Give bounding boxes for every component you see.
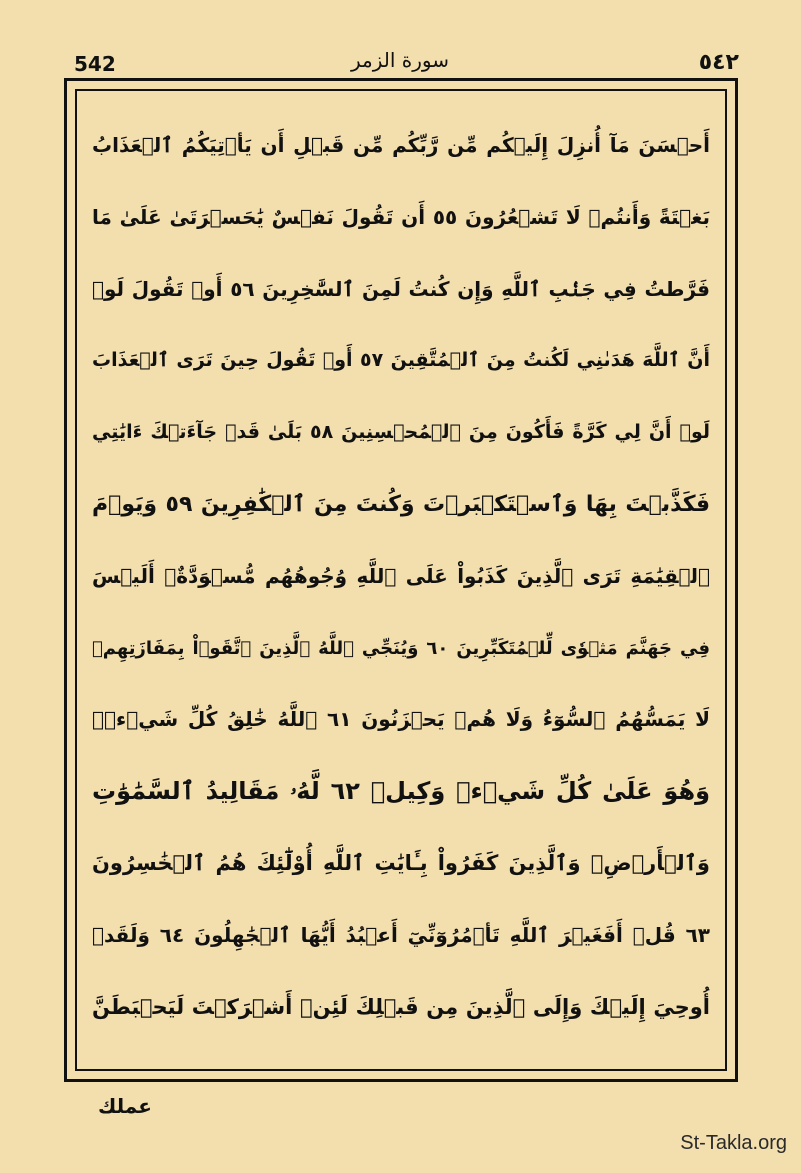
text-line: فَرَّطتُ فِي جَنۢبِ ٱللَّهِ وَإِن كُنتُ لَمِنَ ٱلسَّٰخِرِينَ ٥٦ أَوۡ تَقُولَ لَوۡ xyxy=(92,276,710,301)
surah-title: سورة الزمر xyxy=(350,48,450,72)
text-line: أُوحِيَ إِلَيۡكَ وَإِلَى ٱلَّذِينَ مِن قَبۡلِكَ لَئِنۡ أَشۡرَكۡتَ لَيَحۡبَطَنَّ xyxy=(92,994,710,1019)
footer-catchword: عملك xyxy=(98,1094,152,1118)
text-line: ٱلۡقِيَٰمَةِ تَرَى ٱلَّذِينَ كَذَبُواْ عَلَى ٱللَّهِ وُجُوهُهُم مُّسۡوَدَّةٌۚ أَلَيۡسَ xyxy=(92,563,710,588)
text-line: لَوۡ أَنَّ لِي كَرَّةً فَأَكُونَ مِنَ ٱلۡمُحۡسِنِينَ ٥٨ بَلَىٰ قَدۡ جَآءَتۡكَ ءَايَٰتِي xyxy=(92,421,710,444)
text-line: أَنَّ ٱللَّهَ هَدَىٰنِي لَكُنتُ مِنَ ٱلۡمُتَّقِينَ ٥٧ أَوۡ تَقُولَ حِينَ تَرَى ٱلۡعَذَابَ xyxy=(92,349,710,372)
text-line: ٦٣ قُلۡ أَفَغَيۡرَ ٱللَّهِ تَأۡمُرُوٓنِّيٓ أَعۡبُدُ أَيُّهَا ٱلۡجَٰهِلُونَ ٦٤ وَلَقَدۡ xyxy=(92,922,710,947)
page-number-latin: 542 xyxy=(74,52,116,76)
page-number-arabic: ٥٤٢ xyxy=(698,50,739,75)
watermark: St-Takla.org xyxy=(680,1132,787,1154)
text-line: وَهُوَ عَلَىٰ كُلِّ شَيۡءٖ وَكِيلٞ ٦٢ لَّهُۥ مَقَالِيدُ ٱلسَّمَٰوَٰتِ xyxy=(92,777,710,806)
text-line: أَحۡسَنَ مَآ أُنزِلَ إِلَيۡكُم مِّن رَّبِّكُم مِّن قَبۡلِ أَن يَأۡتِيَكُمُ ٱلۡعَذَابُ xyxy=(92,133,710,157)
text-line: فِي جَهَنَّمَ مَثۡوٗى لِّلۡمُتَكَبِّرِينَ ٦٠ وَيُنَجِّي ٱللَّهُ ٱلَّذِينَ ٱتَّقَوۡاْ بِمَفَازَتِهِمۡ xyxy=(92,637,710,659)
text-line: فَكَذَّبۡتَ بِهَا وَٱسۡتَكۡبَرۡتَ وَكُنتَ مِنَ ٱلۡكَٰفِرِينَ ٥٩ وَيَوۡمَ xyxy=(92,491,710,517)
text-line: بَغۡتَةً وَأَنتُمۡ لَا تَشۡعُرُونَ ٥٥ أَن تَقُولَ نَفۡسٌ يَٰحَسۡرَتَىٰ عَلَىٰ مَا xyxy=(92,204,710,229)
text-line: وَٱلۡأَرۡضِۗ وَٱلَّذِينَ كَفَرُواْ بِـَٔايَٰتِ ٱللَّهِ أُوْلَٰٓئِكَ هُمُ ٱلۡخَٰسِرُونَ xyxy=(92,850,710,875)
text-line: لَا يَمَسُّهُمُ ٱلسُّوٓءُ وَلَا هُمۡ يَحۡزَنُونَ ٦١ ٱللَّهُ خَٰلِقُ كُلِّ شَيۡءٖۖ xyxy=(92,707,710,732)
quran-text-block xyxy=(92,110,710,1055)
